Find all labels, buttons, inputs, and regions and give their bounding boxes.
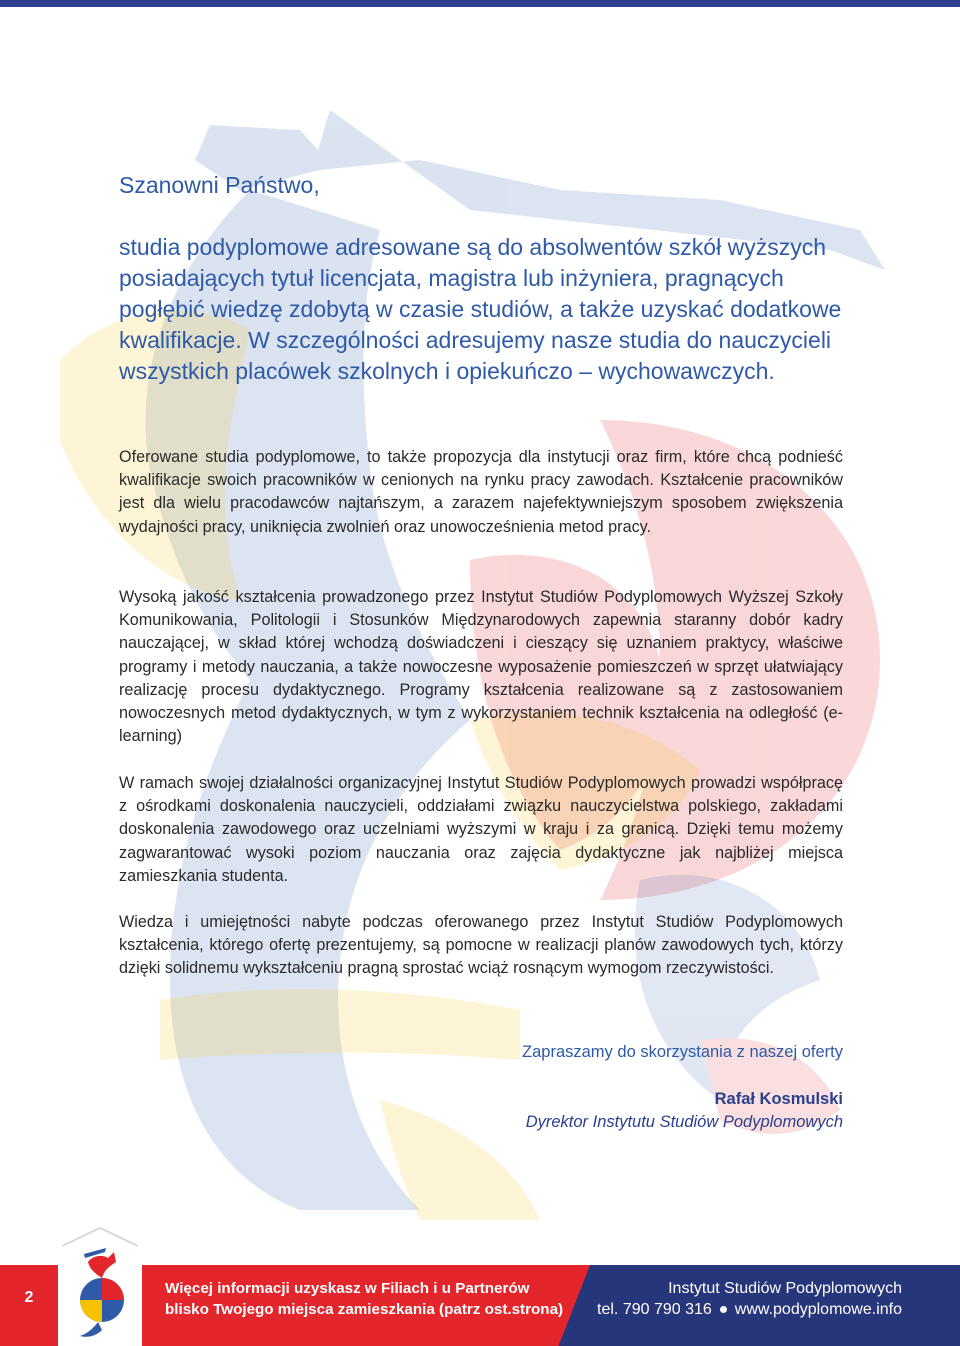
signer-title: Dyrektor Instytutu Studiów Podyplomowych <box>525 1113 843 1131</box>
bullet-dot-icon <box>720 1306 727 1313</box>
closing-invitation: Zapraszamy do skorzystania z naszej oferty <box>522 1043 843 1061</box>
footer-contact <box>542 1278 902 1320</box>
paragraph-knowledge: Wiedza i umiejętności nabyte podczas oferowanego przez Instytut Studiów Podyplomowych kształcenia, którego ofertę prezentujemy, są pomocne w realizacji planów zawodowych tych, którzy dzięki solidnemu wykształceniu pragną sprostać wciąż rosnącym wymogom rzeczywistości. <box>119 913 843 978</box>
footer-website-link[interactable]: www.podyplomowe.info <box>734 1301 902 1318</box>
mermaid-logo-icon <box>58 1222 142 1346</box>
footer-contact-line <box>542 1299 902 1320</box>
footer-institute-name: Instytut Studiów Podyplomowych <box>668 1280 902 1297</box>
page-number: 2 <box>24 1289 34 1306</box>
paragraph-cooperation: W ramach swojej działalności organizacyjnej Instytut Studiów Podyplomowych prowadzi współpracę z ośrodkami doskonalenia nauczycieli, oddziałami związku nauczycielstwa polskiego, zakładami doskonalenia zawodowego oraz uczelniami wyższymi w kraju i za granicą. Dzięki temu możemy zagwarantować wysoki poziom nauczania oraz zajęcia dydaktyczne jak najbliżej miejsca zamieszkania studenta. <box>119 774 843 885</box>
footer-phone[interactable]: tel. 790 790 316 <box>597 1301 712 1318</box>
intro-paragraph: studia podyplomowe adresowane są do absolwentów szkół wyższych posiadających tytuł licencjata, magistra lub inżyniera, pragnących pogłębić wiedzę zdobytą w czasie studiów, a także uzyskać dodatkowe kwalifikacje. W szczególności adresujemy nasze studia do nauczycieli wszystkich placówek szkolnych i opiekuńczo – wychowawczych. <box>119 234 842 384</box>
footer-info-text <box>165 1278 585 1320</box>
greeting: Szanowni Państwo, <box>119 172 320 198</box>
footer-info-line-1: Więcej informacji uzyskasz w Filiach i u Partnerów <box>165 1280 530 1297</box>
paragraph-quality: Wysoką jakość kształcenia prowadzonego przez Instytut Studiów Podyplomowych Wyższej Szkoły Komunikowania, Politologii i Stosunków Międzynarodowych zapewnia staranny dobór kadry nauczającej, w skład której wchodzą doświadczeni i cieszący się uznaniem praktycy, właściwe programy i metody nauczania, a także nowoczesne wyposażenie pomieszczeń w sprzęt ułatwiający realizację procesu dydaktycznego. Programy kształcenia realizowane są z zastosowaniem nowoczesnych metod dydaktycznych, w tym z wykorzystaniem technik kształcenia na odległość (e-learning) <box>119 588 843 746</box>
paragraph-companies: Oferowane studia podyplomowe, to także propozycja dla instytucji oraz firm, które chcą podnieść kwalifikacje swoich pracowników w cenionych na rynku pracy zawodach. Kształcenie pracowników jest dla wielu pracodawców najtańszym, a zarazem najefektywniejszym sposobem zwiększenia wydajności pracy, uniknięcia zwolnień oraz unowocześnienia metod pracy. <box>119 448 843 536</box>
signer-name: Rafał Kosmulski <box>714 1090 843 1108</box>
footer-info-line-2: blisko Twojego miejsca zamieszkania (patrz ost.strona) <box>165 1301 564 1318</box>
